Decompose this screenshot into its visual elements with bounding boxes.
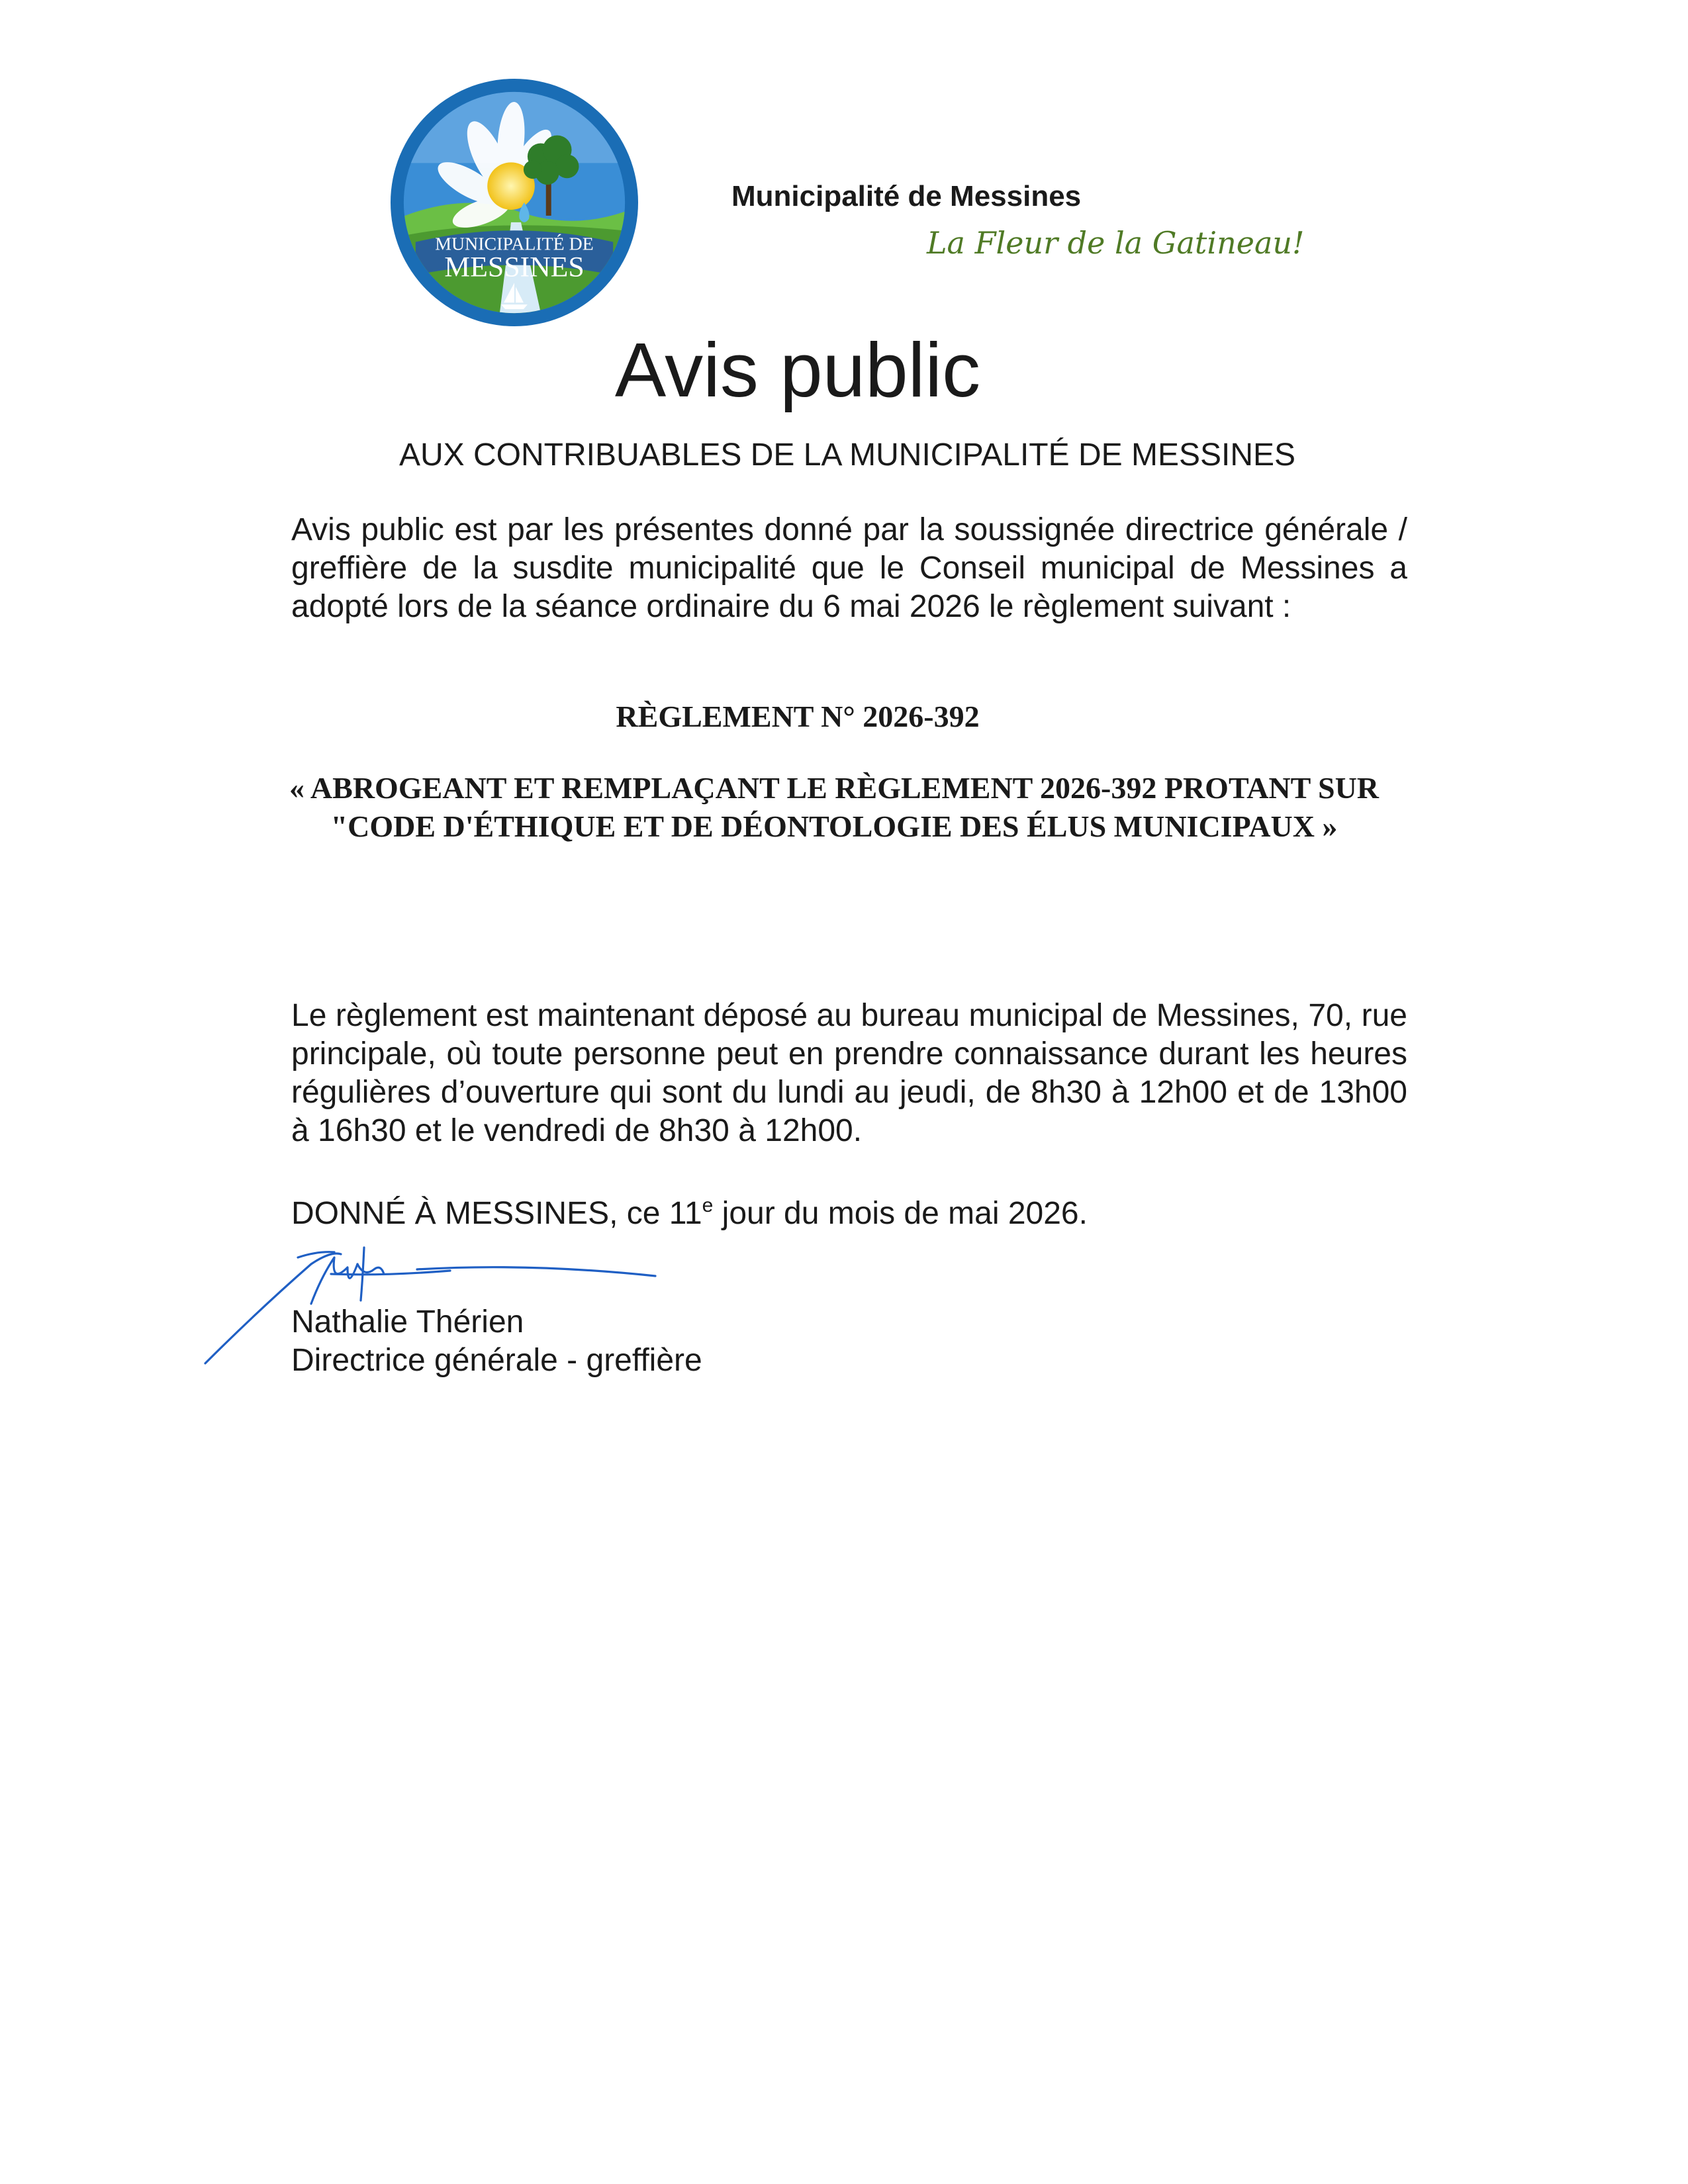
messines-logo-icon: [389, 77, 639, 328]
logo-text-line2: MESSINES: [444, 251, 585, 283]
given-date-line: [291, 1195, 1088, 1232]
given-ordinal-suffix: e: [702, 1195, 714, 1216]
municipality-logo: [389, 77, 639, 328]
signer-role: Directrice générale - greffière: [291, 1343, 702, 1378]
notice-title: Avis public: [614, 327, 981, 413]
reglement-title: « ABROGEANT ET REMPLAÇANT LE RÈGLEMENT 2026-392 PROTANT SUR "CODE D'ÉTHIQUE ET DE DÉONTOLOGIE DES ÉLUS MUNICIPAUX »: [289, 771, 1380, 843]
deposit-paragraph: Le règlement est maintenant déposé au bureau municipal de Messines, 70, rue principale, où toute personne peut en prendre connaissance durant les heures régulières d’ouverture qui sont du lundi au jeudi, de 8h30 à 12h00 et de 13h00 à 16h30 et le vendredi de 8h30 à 12h00.: [291, 998, 1407, 1148]
municipality-name: Municipalité de Messines: [731, 180, 1082, 212]
reglement-number: RÈGLEMENT N° 2026-392: [616, 700, 980, 733]
municipality-slogan: La Fleur de la Gatineau!: [927, 225, 1305, 261]
given-prefix: DONNÉ À MESSINES, ce 11: [291, 1196, 702, 1231]
logo-text-line1: MUNICIPALITÉ DE: [435, 234, 594, 255]
notice-intro-paragraph: Avis public est par les présentes donné par la soussignée directrice générale / greffière de la susdite municipalité que le Conseil municipal de Messines a adopté lors de la séance ordinaire du 6 mai 2026 le règlement suivant :: [291, 512, 1407, 624]
given-suffix: jour du mois de mai 2026.: [713, 1196, 1088, 1231]
notice-subtitle: AUX CONTRIBUABLES DE LA MUNICIPALITÉ DE MESSINES: [399, 437, 1296, 473]
signer-name: Nathalie Thérien: [291, 1304, 524, 1340]
